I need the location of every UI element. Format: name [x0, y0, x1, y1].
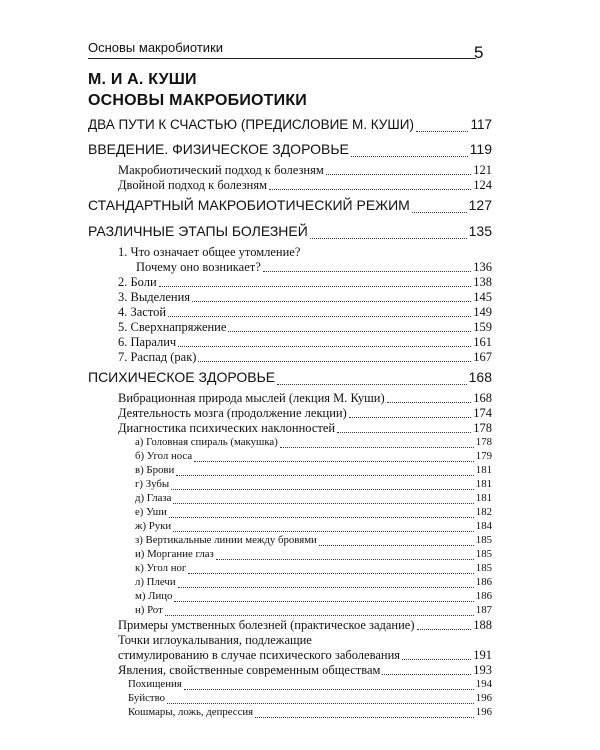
toc-entry-page: 174	[473, 406, 492, 420]
toc-entry-page: 179	[475, 450, 492, 462]
toc-entry-title: е) Уши	[135, 506, 167, 518]
toc-entry-title: РАЗЛИЧНЫЕ ЭТАПЫ БОЛЕЗНЕЙ	[88, 223, 308, 239]
toc-entry-title: Буйство	[128, 692, 166, 704]
toc-entry	[88, 421, 492, 436]
dot-leader	[277, 384, 467, 385]
toc-entry	[88, 223, 492, 245]
toc-entry-title: СТАНДАРТНЫЙ МАКРОБИОТИЧЕСКИЙ РЕЖИМ	[88, 197, 410, 213]
toc-entry-page: 117	[470, 117, 492, 132]
toc-entry-title: м) Лицо	[135, 590, 173, 602]
toc-entry-title: в) Брови	[135, 464, 175, 476]
toc-entry-title: Похищения	[128, 678, 182, 690]
toc-entry	[88, 534, 492, 548]
dot-leader	[165, 615, 474, 616]
toc-entry-page: 121	[473, 163, 492, 177]
dot-leader	[178, 346, 471, 347]
toc-entry	[88, 369, 492, 391]
dot-leader	[188, 573, 473, 574]
toc-entry-title: л) Плечи	[135, 576, 176, 588]
dot-leader	[319, 545, 474, 546]
toc-entry	[88, 178, 492, 193]
toc-entry	[88, 197, 492, 219]
dot-leader	[412, 212, 467, 213]
toc-entry-title: 4. Застой	[118, 305, 167, 319]
toc-entry-title: Диагностика психических наклонностей	[118, 421, 336, 435]
dot-leader	[263, 271, 471, 272]
toc-entry-page: 136	[473, 260, 492, 274]
toc-entry	[88, 141, 492, 163]
toc-entry	[88, 320, 492, 335]
toc-entry-page: 124	[473, 178, 492, 192]
toc-entry-title: 7. Распад (рак)	[118, 350, 197, 364]
toc-entry	[88, 163, 492, 178]
toc-entry-page: 188	[473, 618, 492, 632]
book-title: ОСНОВЫ МАКРОБИОТИКИ	[88, 92, 308, 109]
toc-entry-page: 138	[473, 275, 492, 289]
toc-entry-title: г) Зубы	[135, 478, 170, 490]
toc-entry-page: 185	[475, 562, 492, 574]
toc-entry	[88, 290, 492, 305]
toc-entry-page: 161	[473, 335, 492, 349]
dot-leader	[280, 447, 474, 448]
toc-entry	[88, 576, 492, 590]
toc-entry-title: 1. Что означает общее утомление?	[118, 245, 301, 259]
toc-entry	[88, 305, 492, 320]
toc-entry-page: 193	[473, 663, 492, 677]
toc-entry-page: 181	[475, 492, 492, 504]
toc-entry-title: д) Глаза	[135, 492, 172, 504]
toc-entry-page: 191	[473, 648, 492, 662]
dot-leader	[269, 189, 471, 190]
toc-entry-title: 5. Сверхнапряжение	[118, 320, 227, 334]
toc-entry-title: стимулированию в случае психического заболевания	[118, 648, 401, 662]
toc-entry-page: 168	[468, 369, 492, 385]
toc-entry-page: 185	[475, 534, 492, 546]
toc-entry-title: Почему оно возникает?	[136, 260, 261, 274]
dot-leader	[416, 131, 469, 132]
dot-leader	[192, 301, 471, 302]
toc-entry-title: б) Угол носа	[135, 450, 193, 462]
running-title: Основы макробиотики	[88, 40, 224, 55]
dot-leader	[337, 432, 471, 433]
toc-entry	[88, 648, 492, 663]
toc-entry	[88, 478, 492, 492]
toc-entry-page: 184	[475, 520, 492, 532]
toc-entry-title: 6. Паралич	[118, 335, 177, 349]
toc-entry	[88, 678, 492, 692]
dot-leader	[178, 587, 474, 588]
toc-entry-page: 196	[475, 706, 492, 718]
dot-leader	[417, 629, 472, 630]
toc-entry	[88, 548, 492, 562]
toc-entry-page: 196	[475, 692, 492, 704]
toc-entry	[88, 436, 492, 450]
toc-entry-title: Двойной подход к болезням	[118, 178, 267, 192]
table-of-contents	[88, 117, 492, 720]
dot-leader	[198, 361, 471, 362]
toc-entry	[88, 520, 492, 534]
toc-entry-page: 167	[473, 350, 492, 364]
toc-entry	[88, 663, 492, 678]
toc-entry-page: 159	[473, 320, 492, 334]
toc-entry-title: к) Угол ног	[135, 562, 187, 574]
toc-entry	[88, 706, 492, 720]
toc-entry	[88, 335, 492, 350]
toc-entry	[88, 117, 492, 137]
toc-entry	[88, 464, 492, 478]
toc-entry-page: 135	[468, 223, 492, 239]
toc-entry-title: 2. Боли	[118, 275, 157, 289]
dot-leader	[310, 238, 467, 239]
dot-leader	[168, 316, 471, 317]
toc-entry-title: Деятельность мозга (продолжение лекции)	[118, 406, 347, 420]
toc-entry	[88, 391, 492, 406]
toc-entry-title: а) Головная спираль (макушка)	[135, 436, 278, 448]
running-header	[88, 40, 476, 59]
toc-entry	[88, 260, 492, 275]
toc-entry-title: Точки иглоукалывания, подлежащие	[118, 633, 312, 647]
dot-leader	[351, 156, 468, 157]
dot-leader	[176, 475, 474, 476]
dot-leader	[174, 601, 473, 602]
toc-entry	[88, 562, 492, 576]
page-number: 5	[474, 43, 484, 62]
dot-leader	[194, 461, 474, 462]
toc-entry-page: 194	[475, 678, 492, 690]
dot-leader	[326, 174, 472, 175]
toc-entry-page: 178	[473, 421, 492, 435]
dot-leader	[402, 659, 471, 660]
toc-entry-title: ПСИХИЧЕСКОЕ ЗДОРОВЬЕ	[88, 369, 276, 385]
toc-entry-page: 181	[475, 464, 492, 476]
toc-entry-title: 3. Выделения	[118, 290, 191, 304]
toc-entry-page: 119	[469, 141, 492, 157]
toc-entry-title: ВВЕДЕНИЕ. ФИЗИЧЕСКОЕ ЗДОРОВЬЕ	[88, 141, 349, 157]
toc-entry-page: 149	[473, 305, 492, 319]
dot-leader	[216, 559, 474, 560]
toc-entry-page: 186	[475, 590, 492, 602]
toc-entry-title: Кошмары, ложь, депрессия	[128, 706, 254, 718]
toc-entry-page: 182	[475, 506, 492, 518]
toc-entry-title: Явления, свойственные современным обществам	[118, 663, 381, 677]
toc-entry-page: 181	[475, 478, 492, 490]
toc-entry	[88, 633, 492, 648]
dot-leader	[387, 402, 472, 403]
toc-entry	[88, 245, 492, 260]
toc-entry	[88, 590, 492, 604]
toc-entry-title: Макробиотический подход к болезням	[118, 163, 324, 177]
toc-entry	[88, 618, 492, 633]
toc-entry	[88, 406, 492, 421]
dot-leader	[159, 286, 472, 287]
dot-leader	[173, 503, 473, 504]
toc-entry-page: 187	[475, 604, 492, 616]
toc-entry-title: ж) Руки	[135, 520, 172, 532]
toc-entry-page: 127	[468, 197, 492, 213]
toc-entry-title: Примеры умственных болезней (практическое задание)	[118, 618, 415, 632]
dot-leader	[382, 674, 471, 675]
toc-entry	[88, 275, 492, 290]
toc-entry-page: 168	[473, 391, 492, 405]
toc-entry-title: н) Рот	[135, 604, 163, 616]
toc-entry	[88, 692, 492, 706]
dot-leader	[184, 689, 474, 690]
dot-leader	[173, 531, 474, 532]
dot-leader	[228, 331, 471, 332]
dot-leader	[169, 517, 474, 518]
dot-leader	[255, 717, 474, 718]
toc-entry-title: Вибрационная природа мыслей (лекция М. Куши)	[118, 391, 385, 405]
toc-entry-page: 145	[473, 290, 492, 304]
toc-entry-title: з) Вертикальные линии между бровями	[135, 534, 317, 546]
dot-leader	[171, 489, 474, 490]
toc-entry-title: ДВА ПУТИ К СЧАСТЬЮ (ПРЕДИСЛОВИЕ М. КУШИ)	[88, 117, 414, 132]
dot-leader	[167, 703, 474, 704]
toc-entry-title: и) Моргание глаз	[135, 548, 214, 560]
book-authors: М. И А. КУШИ	[88, 71, 197, 88]
toc-entry-page: 186	[475, 576, 492, 588]
toc-entry	[88, 604, 492, 618]
toc-entry	[88, 506, 492, 520]
dot-leader	[349, 417, 472, 418]
toc-entry	[88, 350, 492, 365]
toc-entry-page: 185	[475, 548, 492, 560]
toc-entry-page: 178	[475, 436, 492, 448]
toc-entry	[88, 492, 492, 506]
toc-entry	[88, 450, 492, 464]
